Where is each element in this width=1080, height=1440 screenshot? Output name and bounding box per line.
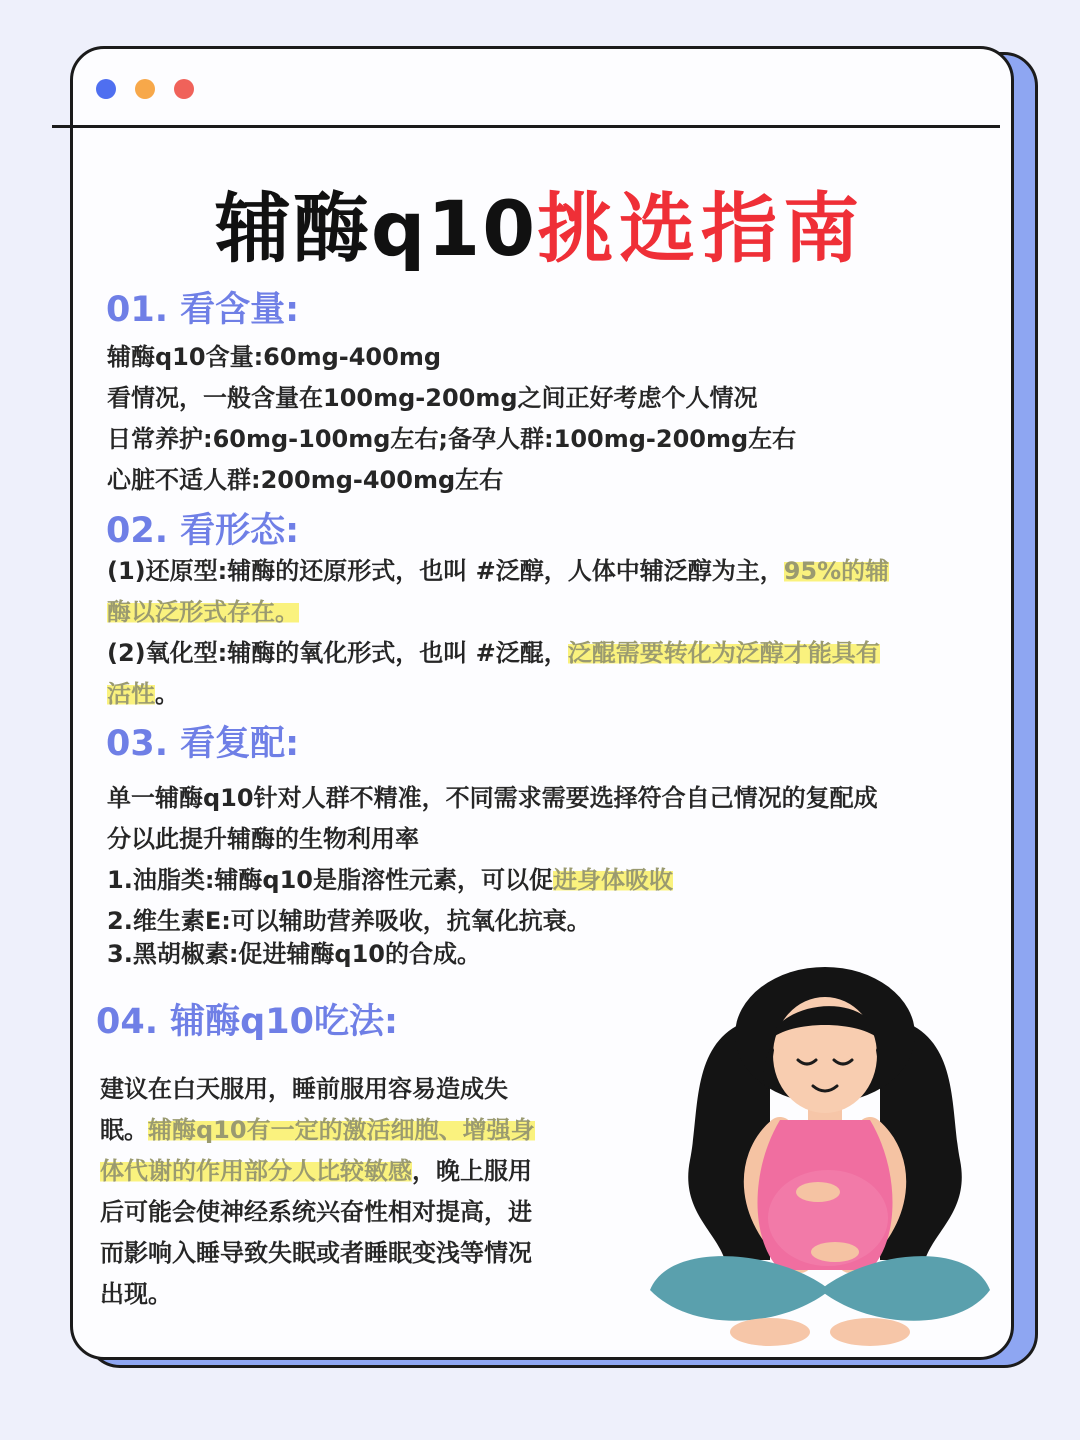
- section-4-line-2-text: 眠。: [100, 1116, 148, 1144]
- window-dot-red-icon: [174, 79, 194, 99]
- section-2-line-4: [107, 674, 179, 709]
- section-2-heading: 02. 看形态:: [106, 511, 300, 551]
- window-dot-orange-icon: [135, 79, 155, 99]
- section-3-line-2: 分以此提升辅酶的生物利用率: [107, 825, 419, 853]
- section-2-line-4-highlight: 活性: [107, 680, 155, 708]
- section-3-line-3-text: 1.油脂类:辅酶q10是脂溶性元素，可以促: [107, 866, 553, 894]
- section-3-line-4: 2.维生素E:可以辅助营养吸收，抗氧化抗衰。: [107, 907, 591, 935]
- section-2-line-1: [107, 551, 889, 586]
- section-2-line-4-text: 。: [155, 680, 179, 708]
- section-2-line-3: [107, 633, 880, 668]
- section-1-heading: 01. 看含量:: [106, 290, 300, 330]
- section-4-line-4: 后可能会使神经系统兴奋性相对提高，进: [100, 1198, 532, 1226]
- section-1-line-4: 心脏不适人群:200mg-400mg左右: [107, 466, 504, 494]
- section-2-line-3-text: (2)氧化型:辅酶的氧化形式，也叫 #泛醌，: [107, 639, 568, 667]
- section-3-line-3: [107, 860, 673, 895]
- section-4-line-6: 出现。: [100, 1280, 172, 1308]
- section-4-line-1: 建议在白天服用，睡前服用容易造成失: [100, 1075, 508, 1103]
- section-4-line-3-highlight: 体代谢的作用部分人比较敏感: [100, 1157, 412, 1185]
- section-4-line-2-highlight: 辅酶q10有一定的激活细胞、增强身: [148, 1116, 535, 1144]
- section-2-line-1-text: (1)还原型:辅酶的还原形式，也叫 #泛醇，人体中辅泛醇为主，: [107, 557, 784, 585]
- section-4-heading: 04. 辅酶q10吃法:: [96, 1002, 398, 1042]
- section-4-line-3: [100, 1151, 532, 1186]
- section-2-line-2-highlight: 酶以泛形式存在。: [107, 598, 299, 626]
- title-red-part: 挑选指南: [537, 184, 866, 273]
- section-4-line-5: 而影响入睡导致失眠或者睡眠变浅等情况: [100, 1239, 532, 1267]
- window-dot-blue-icon: [96, 79, 116, 99]
- section-1-line-2: 看情况，一般含量在100mg-200mg之间正好考虑个人情况: [107, 384, 758, 412]
- section-1-line-3: 日常养护:60mg-100mg左右;备孕人群:100mg-200mg左右: [107, 425, 797, 453]
- title-black-part: 辅酶q10: [214, 184, 538, 273]
- page-title: [0, 168, 1080, 277]
- section-2-line-3-highlight: 泛醌需要转化为泛醇才能具有: [567, 639, 880, 667]
- meditating-pregnant-woman-icon: [630, 960, 1010, 1360]
- section-3-line-1: 单一辅酶q10针对人群不精准，不同需求需要选择符合自己情况的复配成: [107, 784, 878, 812]
- section-3-heading: 03. 看复配:: [106, 724, 300, 764]
- section-4-line-2: [100, 1110, 535, 1145]
- section-4-line-3-text: ，晚上服用: [412, 1157, 532, 1185]
- section-2-line-1-highlight: 95%的辅: [783, 557, 890, 585]
- title-bar-divider: [52, 125, 1000, 128]
- section-2-line-2: [107, 592, 299, 627]
- section-3-line-5: 3.黑胡椒素:促进辅酶q10的合成。: [107, 940, 481, 968]
- section-1-line-1: 辅酶q10含量:60mg-400mg: [107, 343, 442, 371]
- section-3-line-3-highlight: 进身体吸收: [553, 866, 673, 894]
